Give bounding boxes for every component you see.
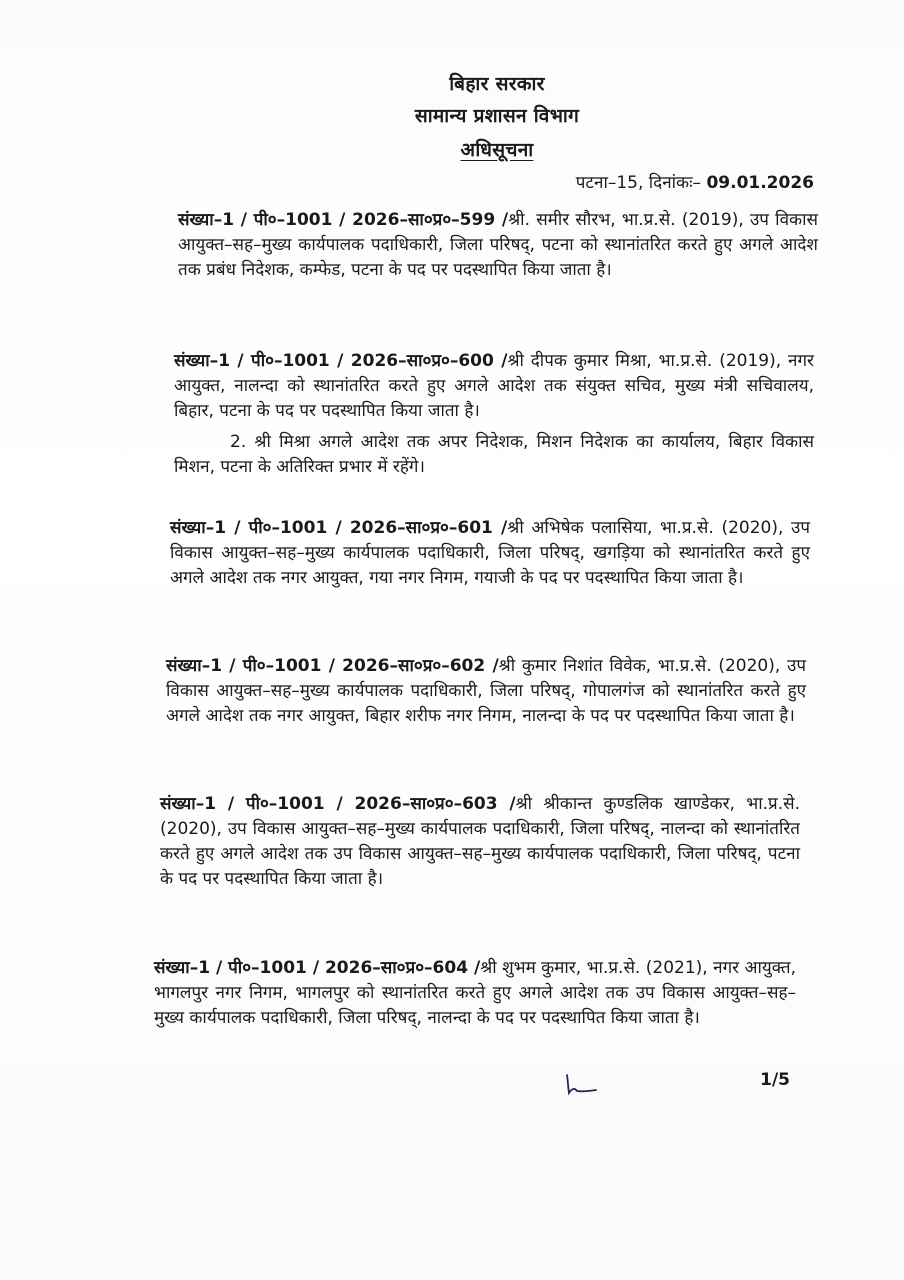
order-reference: संख्या–1 / पी०–1001 / 2026–सा०प्र०–604 / — [154, 958, 481, 978]
order-text: श्री शुभम कुमार, भा.प्र.से. (2021), नगर आयुक्त, भागलपुर नगर निगम, भागलपुर को स्थानांतरित करते हुए अगले आदेश तक उप विकास आयुक्त–सह–मुख्य कार्यपालक पदाधिकारी, जिला परिषद्, नालन्दा के पद पर पदस्थापित किया जाता है। — [154, 958, 796, 1028]
order-text: श्री अभिषेक पलासिया, भा.प्र.से. (2020), उप विकास आयुक्त–सह–मुख्य कार्यपालक पदाधिकारी, जिला परिषद्, खगड़िया को स्थानांतरित करते हुए अगले आदेश तक नगर आयुक्त, गया नगर निगम, गयाजी के पद पर पदस्थापित किया जाता है। — [170, 518, 811, 588]
order-reference: संख्या–1 / पी०–1001 / 2026–सा०प्र०–599 / — [178, 210, 509, 230]
order-reference: संख्या–1 / पी०–1001 / 2026–सा०प्र०–603 / — [160, 794, 516, 814]
order-reference: संख्या–1 / पी०–1001 / 2026–सा०प्र०–601 / — [170, 518, 508, 538]
notification-date: 09.01.2026 — [706, 173, 814, 193]
order-paragraph — [170, 516, 810, 591]
order-text: श्री. समीर सौरभ, भा.प्र.से. (2019), उप विकास आयुक्त–सह–मुख्य कार्यपालक पदाधिकारी, जिला परिषद्, पटना को स्थानांतरित करते हुए अगले आदेश तक प्रबंध निदेशक, कम्फेड, पटना के पद पर पदस्थापित किया जाता है। — [178, 210, 818, 280]
department-title: सामान्य प्रशासन विभाग — [414, 105, 580, 127]
order-paragraph — [166, 654, 806, 729]
order-reference: संख्या–1 / पी०–1001 / 2026–सा०प्र०–600 / — [174, 351, 508, 371]
order-paragraph — [178, 208, 818, 283]
order-paragraph — [160, 792, 800, 892]
order-reference: संख्या–1 / पी०–1001 / 2026–सा०प्र०–602 / — [166, 656, 499, 676]
order-paragraph — [154, 956, 796, 1031]
order-paragraph — [174, 349, 814, 424]
order-text: श्री कुमार निशांत विवेक, भा.प्र.से. (2020), उप विकास आयुक्त–सह–मुख्य कार्यपालक पदाधिकारी, जिला परिषद्, गोपालगंज को स्थानांतरित करते हुए अगले आदेश तक नगर आयुक्त, बिहार शरीफ नगर निगम, नालन्दा के पद पर पदस्थापित किया जाता है। — [166, 656, 806, 726]
order-sub-paragraph: 2. श्री मिश्रा अगले आदेश तक अपर निदेशक, मिशन निदेशक का कार्यालय, बिहार विकास मिशन, पटना के अतिरिक्त प्रभार में रहेंगे। — [174, 432, 814, 477]
order-text: श्री दीपक कुमार मिश्रा, भा.प्र.से. (2019), नगर आयुक्त, नालन्दा को स्थानांतरित करते हुए अगले आदेश तक संयुक्त सचिव, मुख्य मंत्री सचिवालय, बिहार, पटना के पद पर पदस्थापित किया जाता है। — [174, 351, 814, 421]
order-text: श्री श्रीकान्त कुण्डलिक खाण्डेकर, भा.प्र.से. (2020), उप विकास आयुक्त–सह–मुख्य कार्यपालक पदाधिकारी, जिला परिषद्, नालन्दा को स्थानांतरित करते हुए अगले आदेश तक उप विकास आयुक्त–सह–मुख्य कार्यपालक पदाधिकारी, जिला परिषद्, पटना के पद पर पदस्थापित किया जाता है। — [160, 794, 800, 889]
place-date-label: पटना–15, दिनांकः– — [575, 173, 702, 193]
notification-heading: अधिसूचना — [460, 139, 534, 161]
government-title: बिहार सरकार — [449, 73, 545, 95]
handwritten-initials — [564, 1072, 598, 1096]
page-number: 1/5 — [760, 1070, 790, 1090]
place-date — [576, 170, 814, 193]
